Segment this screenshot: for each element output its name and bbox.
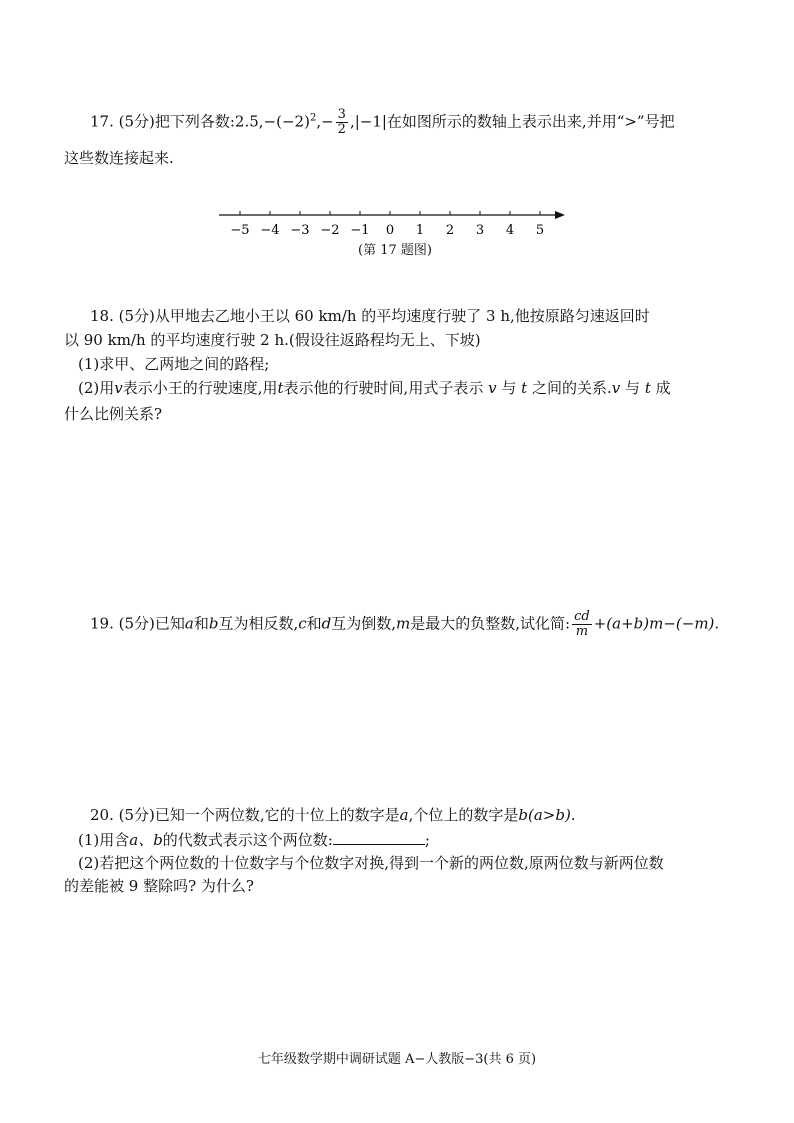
number-line-figure bbox=[215, 205, 575, 260]
q18-stem-line2: 以 90 km/h 的平均速度行驶 2 h.(假设往返路程均无上、下坡) bbox=[64, 331, 481, 349]
axis-tick-label: 4 bbox=[505, 223, 515, 238]
q20-part1: (1)用含a、b的代数式表示这个两位数: ; bbox=[78, 831, 430, 849]
page-footer: 七年级数学期中调研试题 A−人教版−3(共 6 页) bbox=[257, 1052, 537, 1067]
axis-tick-label: −4 bbox=[260, 223, 280, 238]
axis-tick-label: 1 bbox=[415, 223, 425, 238]
figure-caption: (第 17 题图) bbox=[358, 243, 432, 258]
axis-tick-label: 2 bbox=[445, 223, 455, 238]
q18-stem-line1: 18. (5分)从甲地去乙地小王以 60 km/h 的平均速度行驶了 3 h,他按原路匀速返回时 bbox=[90, 307, 650, 325]
axis-tick-label: 0 bbox=[385, 223, 395, 238]
q17-stem-line2: 这些数连接起来. bbox=[64, 149, 174, 167]
axis-tick-label: −3 bbox=[290, 223, 310, 238]
q20-part2-line1: (2)若把这个两位数的十位数字与个位数字对换,得到一个新的两位数,原两位数与新两位数 bbox=[78, 854, 664, 872]
axis-arrow bbox=[555, 211, 565, 219]
axis-tick-label: −5 bbox=[230, 223, 250, 238]
answer-blank[interactable] bbox=[333, 830, 425, 845]
q19-fraction: $\frac{cd}{m}$ bbox=[574, 609, 590, 639]
q18-part2: (2)用v表示小王的行驶速度,用t表示他的行驶时间,用式子表示 v 与 t 之间的关系.v 与 t 成 bbox=[78, 379, 671, 397]
axis-tick-label: −1 bbox=[350, 223, 370, 238]
axis-tick-label: 5 bbox=[535, 223, 545, 238]
q20-stem: 20. (5分)已知一个两位数,它的十位上的数字是a,个位上的数字是b(a>b). bbox=[90, 806, 576, 824]
q17-stem: 17. (5分)把下列各数$:2.5,-(-2)^2,-$ $\frac{3}{2}$ ,|−1|在如图所示的数轴上表示出来,并用“>”号把 bbox=[90, 107, 675, 137]
q19-stem: 19. (5分)已知a和b互为相反数,c和d互为倒数,m是最大的负整数,试化简: $\frac{cd}{m}$ +(a+b)m−(−m). bbox=[90, 609, 720, 639]
q18-part2-line2: 什么比例关系? bbox=[64, 405, 163, 423]
q17-fraction: $\frac{3}{2}$ bbox=[337, 107, 346, 137]
axis-tick-label: −2 bbox=[320, 223, 340, 238]
axis-tick-label: 3 bbox=[475, 223, 485, 238]
q20-part2-line2: 的差能被 9 整除吗? 为什么? bbox=[64, 877, 254, 895]
number-line bbox=[215, 205, 575, 239]
q18-part1: (1)求甲、乙两地之间的路程; bbox=[78, 355, 270, 373]
